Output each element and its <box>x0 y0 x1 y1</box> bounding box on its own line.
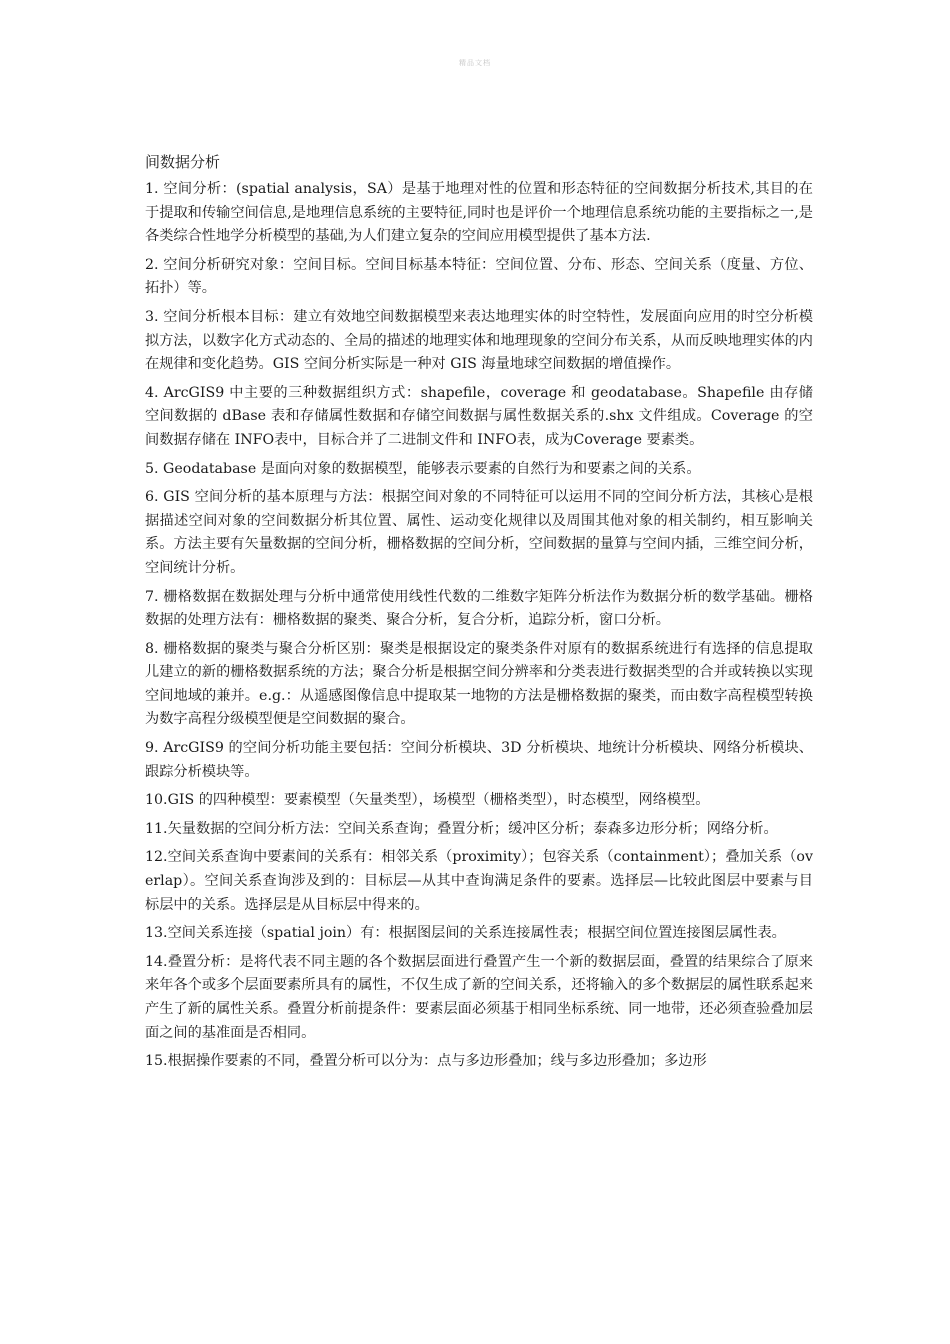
document-title: 间数据分析 <box>145 153 221 171</box>
paragraph-3: 3. 空间分析根本目标：建立有效地空间数据模型来表达地理实体的时空特性，发展面向应用的时空分析模拟方法，以数字化方式动态的、全局的描述的地理实体和地理现象的空间分布关系，从而反映地理实体的内在规律和变化趋势。GIS 空间分析实际是一种对 GIS 海量地球空间数据的增值操作。 <box>145 308 813 373</box>
paragraph-7: 7. 栅格数据在数据处理与分析中通常使用线性代数的二维数字矩阵分析法作为数据分析的数学基础。栅格数据的处理方法有：栅格数据的聚类、聚合分析，复合分析，追踪分析，窗口分析。 <box>145 588 813 629</box>
paragraph-13: 13.空间关系连接（spatial join）有：根据图层间的关系连接属性表；根据空间位置连接图层属性表。 <box>145 925 786 942</box>
paragraph-15: 15.根据操作要素的不同，叠置分析可以分为：点与多边形叠加；线与多边形叠加；多边形 <box>145 1053 707 1070</box>
paragraph-14: 14.叠置分析：是将代表不同主题的各个数据层面进行叠置产生一个新的数据层面，叠置的结果综合了原来来年各个或多个层面要素所具有的属性，不仅生成了新的空间关系，还将输入的多个数据层的属性联系起来产生了新的属性关系。叠置分析前提条件：要素层面必须基于相同坐标系统、同一地带，还必须查验叠加层面之间的基准面是否相同。 <box>145 953 813 1041</box>
paragraph-1: 1. 空间分析：(spatial analysis，SA）是基于地理对性的位置和形态特征的空间数据分析技术,其目的在于提取和传输空间信息,是地理信息系统的主要特征,同时也是评价一个地理信息系统功能的主要指标之一,是各类综合性地学分析模型的基础,为人们建立复杂的空间应用模型提供了基本方法. <box>145 181 813 245</box>
paragraph-8: 8. 栅格数据的聚类与聚合分析区别：聚类是根据设定的聚类条件对原有的数据系统进行有选择的信息提取儿建立的新的栅格数据系统的方法；聚合分析是根据空间分辨率和分类表进行数据类型的合并或转换以实现空间地域的兼并。e.g.：从遥感图像信息中提取某一地物的方法是栅格数据的聚类，而由数字高程模型转换为数字高程分级模型便是空间数据的聚合。 <box>145 640 813 728</box>
paragraph-10: 10.GIS 的四种模型：要素模型（矢量类型），场模型（栅格类型），时态模型，网络模型。 <box>145 792 710 809</box>
paragraph-9: 9. ArcGIS9 的空间分析功能主要包括：空间分析模块、3D 分析模块、地统计分析模块、网络分析模块、跟踪分析模块等。 <box>145 740 813 780</box>
paragraph-4: 4. ArcGIS9 中主要的三种数据组织方式：shapefile，coverage 和 geodatabase。Shapefile 由存储空间数据的 dBase 表和存储属性数据和存储空间数据与属性数据关系的.shx 文件组成。Coverage 的空间数据存储在 INFO表中，目标合并了二进制文件和 INFO表，成为Coverage 要素类。 <box>145 384 813 448</box>
document-body <box>145 150 813 1079</box>
paragraph-2: 2. 空间分析研究对象：空间目标。空间目标基本特征：空间位置、分布、形态、空间关系（度量、方位、拓扑）等。 <box>145 256 813 297</box>
paragraph-6: 6. GIS 空间分析的基本原理与方法：根据空间对象的不同特征可以运用不同的空间分析方法，其核心是根据描述空间对象的空间数据分析其位置、属性、运动变化规律以及周围其他对象的相关制约，相互影响关系。方法主要有矢量数据的空间分析，栅格数据的空间分析，空间数据的量算与空间内插，三维空间分析，空间统计分析。 <box>145 489 813 576</box>
watermark-text: 精品文档 <box>459 59 491 67</box>
paragraph-11: 11.矢量数据的空间分析方法：空间关系查询；叠置分析；缓冲区分析；泰森多边形分析；网络分析。 <box>145 820 778 837</box>
paragraph-5: 5. Geodatabase 是面向对象的数据模型，能够表示要素的自然行为和要素之间的关系。 <box>145 460 701 477</box>
paragraph-12: 12.空间关系查询中要素间的关系有：相邻关系（proximity）；包容关系（containment）；叠加关系（overlap）。空间关系查询涉及到的：目标层—从其中查询满足条件的要素。选择层—比较此图层中要素与目标层中的关系。选择层是从目标层中得来的。 <box>145 849 813 913</box>
